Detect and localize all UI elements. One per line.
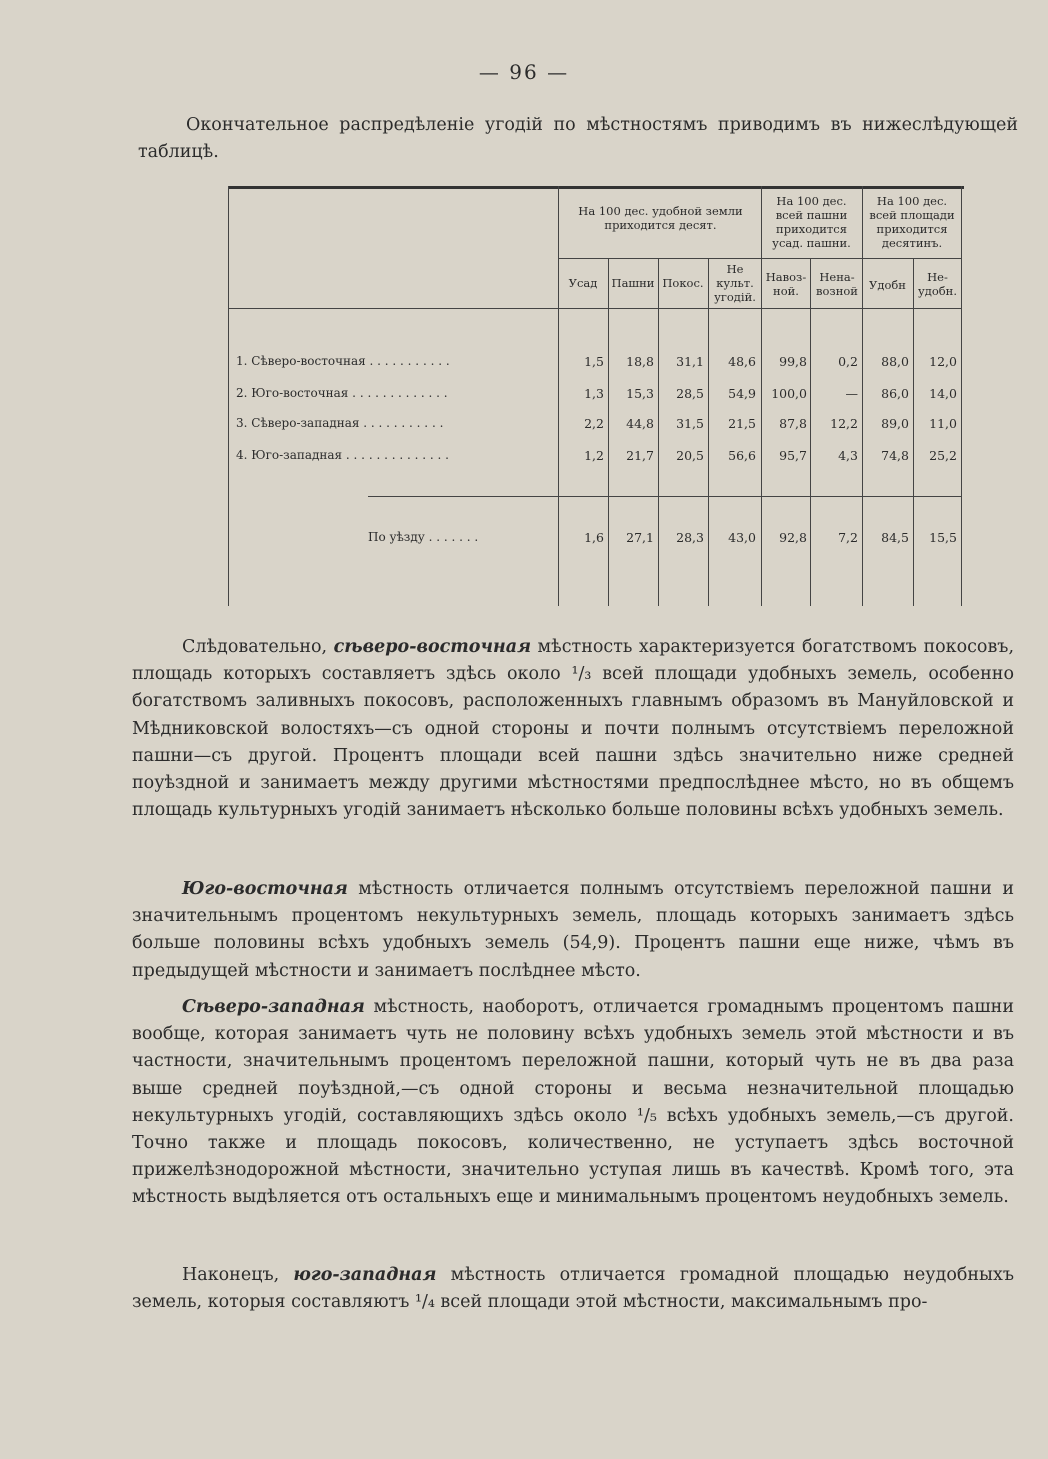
table-cell: 12,2 [830,416,858,431]
table-cell: 21,5 [728,416,756,431]
table-rule [228,186,229,606]
col-header-pokos: Покос. [662,276,704,290]
col-header-pashni: Пашни [611,276,655,290]
col-header-nenavoz: Нена-возной [816,270,858,298]
page-number: — 96 — [478,60,570,84]
paragraph-southeast: Юго-восточная мѣстность отличается полнымъ отсутствіемъ переложной пашни и значительнымъ процентомъ некультурныхъ земель, площадь которыхъ занимаетъ здѣсь больше половины всѣхъ удобныхъ земель (54,9). Процентъ пашни еще ниже, чѣмъ въ предыдущей мѣстности и занимаетъ послѣднее мѣсто. [132,879,1014,981]
paragraph-northeast: Слѣдовательно, сѣверо-восточная мѣстность характеризуется богатствомъ покосовъ, площадь которыхъ составляетъ здѣсь около ¹/₃ всей площади удобныхъ земель, особенно богатствомъ заливныхъ покосовъ, расположенныхъ главнымъ образомъ въ Мануйловской и Мѣдниковской волостяхъ—съ одной стороны и почти полнымъ отсутствіемъ переложной пашни—съ другой. Процентъ площади всей пашни здѣсь значительно ниже средней поуѣздной и занимаетъ между другими мѣстностями предпослѣднее мѣсто, но въ общемъ площадь культурныхъ угодій занимаетъ нѣсколько больше половины всѣхъ удобныхъ земель. [132,637,1015,821]
table-cell: 43,0 [728,530,756,545]
table-total-label: По уѣзду . . . . . . . [368,530,479,544]
table-cell: 25,2 [929,448,957,463]
paragraph-northwest: Сѣверо-западная мѣстность, наоборотъ, отличается громаднымъ процентомъ пашни вообще, которая занимаетъ чуть не половину всѣхъ удобныхъ земель этой мѣстности и въ частности, значительнымъ процентомъ переложной пашни, который чуть не въ два раза выше средней поуѣздной,—съ одной стороны и весьма незначительной площадью некультурныхъ угодій, составляющихъ здѣсь около ¹/₅ всѣхъ удобныхъ земель,—съ другой. Точно также и площадь покосовъ, количественно, не уступаетъ здѣсь восточной прижелѣзнодорожной мѣстности, значительно уступая лишь въ качествѣ. Кромѣ того, эта мѣстность выдѣляется отъ остальныхъ еще и минимальнымъ процентомъ неудобныхъ земель. [132,997,1014,1208]
table-cell: 20,5 [676,448,704,463]
table-cell: 1,6 [584,530,604,545]
table-rule [228,308,961,309]
paragraph-southwest: Наконецъ, юго-западная мѣстность отличается громадной площадью неудобныхъ земель, которыя составляютъ ¹/₄ всей площади этой мѣстности, максимальнымъ про- [132,1265,1014,1313]
table-cell: 11,0 [929,416,957,431]
table-cell: 56,6 [728,448,756,463]
table-cell: 27,1 [626,530,654,545]
table-cell: 4,3 [838,448,858,463]
table-rule [810,258,811,606]
group-header-total: На 100 дес. всей площади приходится десятинъ. [869,194,955,250]
table-cell: 14,0 [929,386,957,401]
group-header-usable: На 100 дес. удобной земли приходится десят. [578,204,743,232]
table-rule [558,258,961,259]
table-row-label: 3. Сѣверо-западная . . . . . . . . . . . [236,416,444,430]
table-cell: 89,0 [881,416,909,431]
table-cell: 28,5 [676,386,704,401]
table-cell: 15,3 [626,386,654,401]
table-cell: 1,3 [584,386,604,401]
table-rule [961,186,962,606]
col-header-navoz: Навоз-ной. [765,270,807,298]
table-cell: 31,5 [676,416,704,431]
table-rule [658,258,659,606]
table-cell: 1,5 [584,354,604,369]
col-header-nekult: Не культ. угодій. [714,262,756,304]
group-header-arable: На 100 дес. всей пашни приходится усад. пашни. [772,194,851,250]
table-cell: 86,0 [881,386,909,401]
table-cell: 7,2 [838,530,858,545]
table-cell: 2,2 [584,416,604,431]
table-rule [608,258,609,606]
table-cell: 28,3 [676,530,704,545]
table-cell: 88,0 [881,354,909,369]
table-cell: 12,0 [929,354,957,369]
table-cell: 31,1 [676,354,704,369]
table-cell: 15,5 [929,530,957,545]
table-cell: 48,6 [728,354,756,369]
intro-paragraph: Окончательное распредѣленіе угодій по мѣстностямъ приводимъ въ нижеслѣдующей таблицѣ. [138,115,1018,162]
table-cell: 99,8 [779,354,807,369]
table-row-label: 2. Юго-восточная . . . . . . . . . . . . . [236,386,448,400]
col-header-neudobn: Не-удобн. [917,270,957,298]
table-row-label: 4. Юго-западная . . . . . . . . . . . . . . [236,448,449,462]
table-cell: 1,2 [584,448,604,463]
land-distribution-table [228,186,964,606]
table-cell: 18,8 [626,354,654,369]
table-cell: 100,0 [771,386,807,401]
table-row-label: 1. Сѣверо-восточная . . . . . . . . . . . [236,354,450,368]
table-cell: 44,8 [626,416,654,431]
table-cell: 92,8 [779,530,807,545]
col-header-usad: Усад [568,276,598,290]
table-cell: — [845,386,858,401]
col-header-udobn: Удобн [869,278,906,292]
table-cell: 95,7 [779,448,807,463]
table-rule [368,496,961,497]
table-cell: 0,2 [838,354,858,369]
table-rule [913,258,914,606]
table-cell: 74,8 [881,448,909,463]
table-rule [708,258,709,606]
table-cell: 54,9 [728,386,756,401]
table-cell: 21,7 [626,448,654,463]
table-cell: 87,8 [779,416,807,431]
table-cell: 84,5 [881,530,909,545]
